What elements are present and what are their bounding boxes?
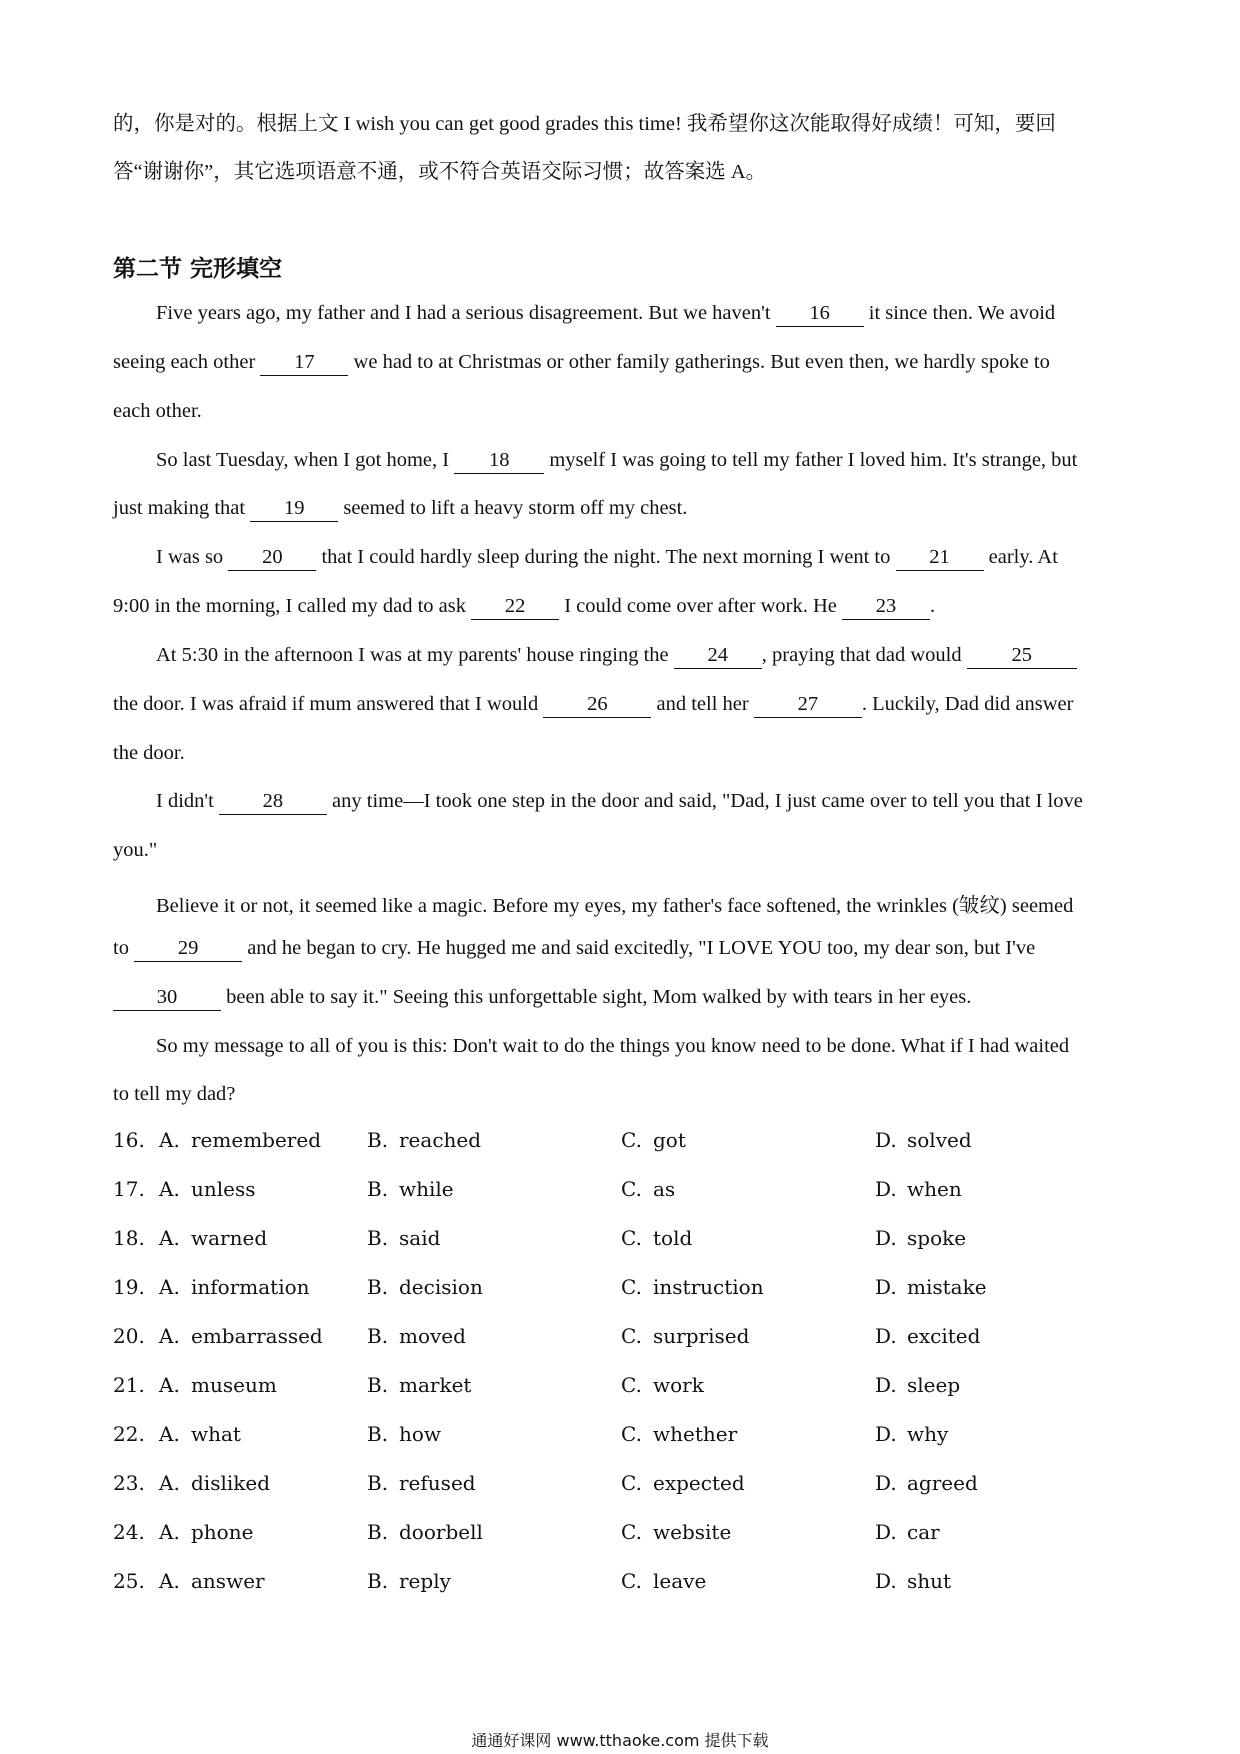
option-c xyxy=(621,1275,764,1299)
option-b xyxy=(367,1471,476,1495)
option-b xyxy=(367,1177,454,1201)
option-a xyxy=(113,1520,253,1544)
option-letter: A. xyxy=(159,1422,180,1446)
option-b xyxy=(367,1422,441,1446)
question-number: 19. xyxy=(113,1275,145,1299)
question-row xyxy=(113,1128,1153,1177)
question-number: 16. xyxy=(113,1128,145,1152)
option-d xyxy=(875,1373,960,1397)
option-letter: D. xyxy=(875,1177,897,1201)
option-b xyxy=(367,1226,440,1250)
option-b xyxy=(367,1569,451,1593)
option-text: embarrassed xyxy=(191,1324,323,1348)
option-b xyxy=(367,1275,483,1299)
passage-line: you." xyxy=(113,839,158,861)
option-letter: B. xyxy=(367,1177,389,1201)
option-letter: C. xyxy=(621,1324,642,1348)
option-letter: B. xyxy=(367,1324,389,1348)
option-letter: C. xyxy=(621,1471,642,1495)
option-letter: C. xyxy=(621,1520,642,1544)
option-letter: A. xyxy=(159,1275,180,1299)
option-letter: C. xyxy=(621,1422,642,1446)
intro-line-1: 的，你是对的。根据上文 I wish you can get good grades this time! 我希望你这次能取得好成绩！可知，要回 xyxy=(113,113,1056,135)
option-letter: A. xyxy=(159,1569,180,1593)
option-d xyxy=(875,1471,978,1495)
option-d xyxy=(875,1422,948,1446)
option-c xyxy=(621,1226,692,1250)
option-d xyxy=(875,1569,951,1593)
option-text: shut xyxy=(907,1569,952,1593)
blank-21: 21 xyxy=(896,546,984,571)
option-text: warned xyxy=(191,1226,268,1250)
option-letter: B. xyxy=(367,1569,389,1593)
option-text: surprised xyxy=(653,1324,750,1348)
option-text: information xyxy=(191,1275,310,1299)
option-d xyxy=(875,1520,940,1544)
option-b xyxy=(367,1373,471,1397)
option-text: why xyxy=(907,1422,949,1446)
question-number: 24. xyxy=(113,1520,145,1544)
passage-line: 9:00 in the morning, I called my dad to ask 22 I could come over after work. He 23 . xyxy=(113,595,935,620)
option-a xyxy=(113,1373,277,1397)
option-text: reached xyxy=(399,1128,482,1152)
option-a xyxy=(113,1569,265,1593)
option-text: mistake xyxy=(907,1275,987,1299)
answer-options xyxy=(113,1128,1153,1618)
option-text: spoke xyxy=(907,1226,967,1250)
option-text: got xyxy=(653,1128,686,1152)
passage-line: to tell my dad? xyxy=(113,1083,236,1105)
option-letter: D. xyxy=(875,1275,897,1299)
question-number: 17. xyxy=(113,1177,145,1201)
option-d xyxy=(875,1324,980,1348)
question-number: 18. xyxy=(113,1226,145,1250)
option-a xyxy=(113,1324,323,1348)
option-text: remembered xyxy=(191,1128,321,1152)
option-c xyxy=(621,1177,675,1201)
question-number: 25. xyxy=(113,1569,145,1593)
blank-16: 16 xyxy=(776,302,864,327)
option-letter: C. xyxy=(621,1275,642,1299)
blank-26: 26 xyxy=(543,693,651,718)
option-d xyxy=(875,1177,962,1201)
option-text: refused xyxy=(399,1471,476,1495)
option-text: car xyxy=(907,1520,940,1544)
option-c xyxy=(621,1422,737,1446)
option-text: market xyxy=(399,1373,472,1397)
option-letter: C. xyxy=(621,1226,642,1250)
option-letter: D. xyxy=(875,1569,897,1593)
option-text: answer xyxy=(191,1569,265,1593)
blank-17: 17 xyxy=(260,351,348,376)
passage-line: I didn't 28 any time—I took one step in the door and said, "Dad, I just came over to tell you that I love xyxy=(156,790,1083,815)
option-c xyxy=(621,1471,745,1495)
blank-22: 22 xyxy=(471,595,559,620)
passage-line: So my message to all of you is this: Don't wait to do the things you know need to be done. What if I had waited xyxy=(156,1035,1070,1057)
option-a xyxy=(113,1275,310,1299)
passage-line: So last Tuesday, when I got home, I 18 myself I was going to tell my father I loved him. It's strange, but xyxy=(156,449,1077,474)
question-row xyxy=(113,1275,1153,1324)
option-text: agreed xyxy=(907,1471,978,1495)
question-row xyxy=(113,1373,1153,1422)
passage-line: the door. I was afraid if mum answered that I would 26 and tell her 27 . Luckily, Dad did answer xyxy=(113,693,1073,718)
option-letter: C. xyxy=(621,1569,642,1593)
option-text: when xyxy=(907,1177,962,1201)
passage-line: I was so 20 that I could hardly sleep during the night. The next morning I went to 21 early. At xyxy=(156,546,1058,571)
option-a xyxy=(113,1177,256,1201)
option-letter: B. xyxy=(367,1275,389,1299)
option-c xyxy=(621,1520,731,1544)
passage-line: Believe it or not, it seemed like a magic. Before my eyes, my father's face softened, the wrinkles (皱纹) seemed xyxy=(156,895,1074,917)
question-number: 20. xyxy=(113,1324,145,1348)
option-a xyxy=(113,1471,270,1495)
option-d xyxy=(875,1275,987,1299)
option-b xyxy=(367,1128,481,1152)
option-b xyxy=(367,1520,483,1544)
option-text: as xyxy=(653,1177,676,1201)
option-d xyxy=(875,1226,966,1250)
option-letter: B. xyxy=(367,1471,389,1495)
option-letter: D. xyxy=(875,1422,897,1446)
blank-27: 27 xyxy=(754,693,862,718)
question-row xyxy=(113,1569,1153,1618)
option-c xyxy=(621,1569,706,1593)
option-letter: C. xyxy=(621,1177,642,1201)
question-row xyxy=(113,1422,1153,1471)
blank-25: 25 xyxy=(967,644,1077,669)
option-letter: D. xyxy=(875,1520,897,1544)
option-letter: B. xyxy=(367,1520,389,1544)
option-text: excited xyxy=(907,1324,981,1348)
question-row xyxy=(113,1177,1153,1226)
option-text: museum xyxy=(191,1373,277,1397)
question-number: 23. xyxy=(113,1471,145,1495)
option-b xyxy=(367,1324,466,1348)
option-letter: B. xyxy=(367,1422,389,1446)
option-text: solved xyxy=(907,1128,972,1152)
option-text: expected xyxy=(653,1471,745,1495)
option-a xyxy=(113,1226,267,1250)
passage-line: 30 been able to say it." Seeing this unforgettable sight, Mom walked by with tears in her eyes. xyxy=(113,986,971,1011)
passage-line: to 29 and he began to cry. He hugged me and said excitedly, "I LOVE YOU too, my dear son, but I've xyxy=(113,937,1035,962)
blank-30: 30 xyxy=(113,986,221,1011)
passage-line: Five years ago, my father and I had a serious disagreement. But we haven't 16 it since then. We avoid xyxy=(156,302,1055,327)
option-letter: D. xyxy=(875,1373,897,1397)
option-text: disliked xyxy=(191,1471,271,1495)
option-letter: B. xyxy=(367,1128,389,1152)
option-text: leave xyxy=(653,1569,707,1593)
blank-29: 29 xyxy=(134,937,242,962)
blank-28: 28 xyxy=(219,790,327,815)
option-text: told xyxy=(653,1226,693,1250)
option-letter: A. xyxy=(159,1520,180,1544)
option-text: website xyxy=(653,1520,732,1544)
footer-text: 通通好课网 www.tthaoke.com 提供下载 xyxy=(471,1731,769,1750)
option-text: decision xyxy=(399,1275,483,1299)
blank-18: 18 xyxy=(454,449,544,474)
question-row xyxy=(113,1520,1153,1569)
option-letter: D. xyxy=(875,1128,897,1152)
option-letter: B. xyxy=(367,1226,389,1250)
blank-19: 19 xyxy=(250,497,338,522)
blank-23: 23 xyxy=(842,595,930,620)
option-text: work xyxy=(653,1373,704,1397)
option-letter: A. xyxy=(159,1324,180,1348)
option-letter: C. xyxy=(621,1128,642,1152)
question-row xyxy=(113,1226,1153,1275)
option-letter: B. xyxy=(367,1373,389,1397)
passage-line: At 5:30 in the afternoon I was at my parents' house ringing the 24 , praying that dad would 25 xyxy=(156,644,1077,669)
section-title: 第二节 完形填空 xyxy=(113,256,283,282)
option-c xyxy=(621,1128,686,1152)
option-letter: C. xyxy=(621,1373,642,1397)
intro-line-2: 答“谢谢你”，其它选项语意不通，或不符合英语交际习惯；故答案选 A。 xyxy=(113,161,767,183)
option-letter: A. xyxy=(159,1128,180,1152)
passage-line: the door. xyxy=(113,742,185,764)
question-number: 22. xyxy=(113,1422,145,1446)
option-text: doorbell xyxy=(399,1520,483,1544)
option-c xyxy=(621,1373,704,1397)
option-letter: A. xyxy=(159,1177,180,1201)
option-a xyxy=(113,1422,241,1446)
option-letter: D. xyxy=(875,1226,897,1250)
option-text: sleep xyxy=(907,1373,961,1397)
option-letter: A. xyxy=(159,1226,180,1250)
question-number: 21. xyxy=(113,1373,145,1397)
passage-line: each other. xyxy=(113,400,202,422)
option-text: unless xyxy=(191,1177,256,1201)
question-row xyxy=(113,1471,1153,1520)
option-text: moved xyxy=(399,1324,466,1348)
passage-line: just making that 19 seemed to lift a heavy storm off my chest. xyxy=(113,497,687,522)
option-text: how xyxy=(399,1422,442,1446)
option-text: instruction xyxy=(653,1275,764,1299)
blank-20: 20 xyxy=(228,546,316,571)
option-letter: A. xyxy=(159,1471,180,1495)
option-letter: D. xyxy=(875,1471,897,1495)
option-letter: D. xyxy=(875,1324,897,1348)
option-c xyxy=(621,1324,749,1348)
option-text: what xyxy=(191,1422,241,1446)
question-row xyxy=(113,1324,1153,1373)
option-text: reply xyxy=(399,1569,451,1593)
option-letter: A. xyxy=(159,1373,180,1397)
option-text: phone xyxy=(191,1520,254,1544)
option-d xyxy=(875,1128,972,1152)
blank-24: 24 xyxy=(674,644,762,669)
option-text: while xyxy=(399,1177,454,1201)
option-text: whether xyxy=(653,1422,738,1446)
option-a xyxy=(113,1128,321,1152)
option-text: said xyxy=(399,1226,441,1250)
passage-line: seeing each other 17 we had to at Christmas or other family gatherings. But even then, we hardly spoke to xyxy=(113,351,1050,376)
